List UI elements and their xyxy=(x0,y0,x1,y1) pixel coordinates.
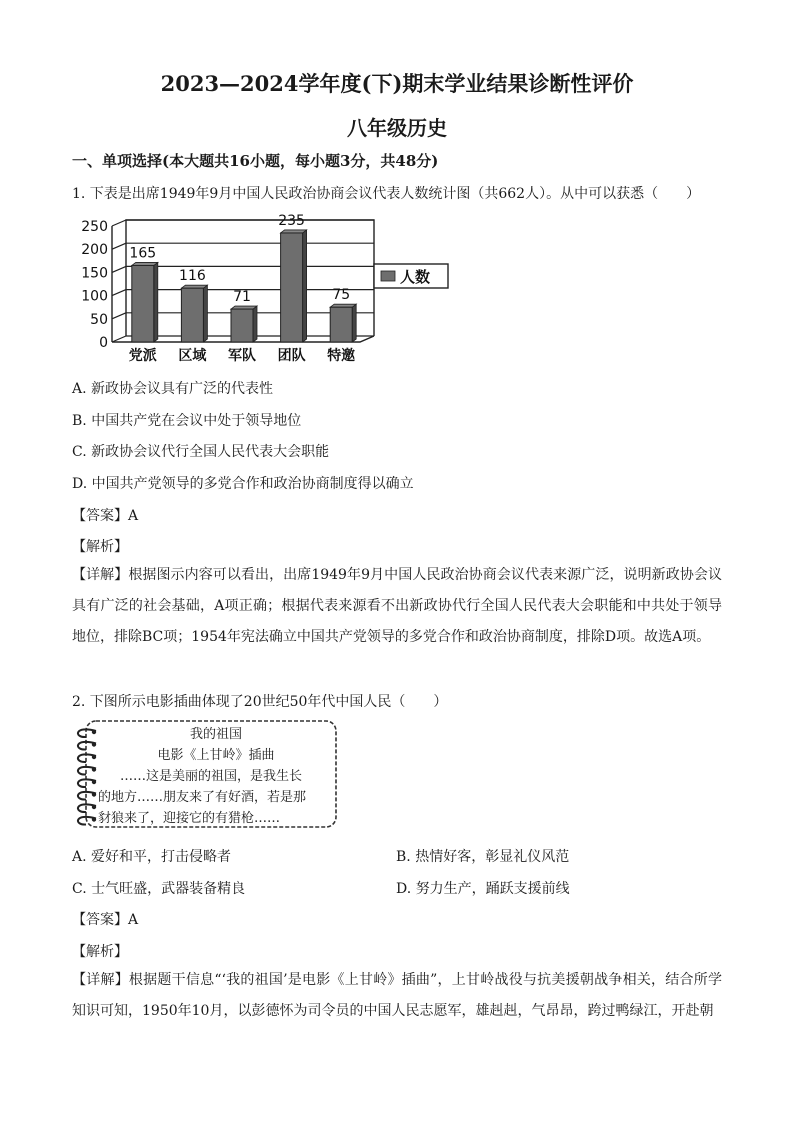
chart-categories xyxy=(129,347,355,364)
binding-hole xyxy=(92,730,96,734)
song-title: 我的祖国 xyxy=(189,727,242,742)
grid-side-line xyxy=(112,266,126,272)
spiral-binding-icon xyxy=(78,729,96,824)
category-label: 党派 xyxy=(128,348,157,364)
chart-data-labels xyxy=(129,213,350,305)
delegate-bar-chart xyxy=(72,212,462,372)
binding-hole xyxy=(92,767,96,771)
y-tick-label: 0 xyxy=(99,335,108,351)
y-tick-label: 200 xyxy=(81,242,108,259)
grid-side-line xyxy=(112,313,126,319)
legend-swatch xyxy=(381,271,395,281)
chart-legend xyxy=(374,264,448,288)
q2-option-c: C. 士气旺盛，武器装备精良 xyxy=(72,881,246,897)
binding-hole xyxy=(92,780,96,784)
data-label: 116 xyxy=(179,268,206,285)
grid-side-line xyxy=(112,336,126,342)
category-label: 区域 xyxy=(178,348,207,364)
data-label: 71 xyxy=(233,289,251,306)
grid-side-line xyxy=(112,243,126,249)
song-source: 电影《上甘岭》插曲 xyxy=(157,748,275,763)
grid-side-line xyxy=(112,290,126,296)
bar xyxy=(132,265,154,342)
y-tick-label: 100 xyxy=(81,288,108,305)
lyrics-line-1: ……这是美丽的祖国，是我生长 xyxy=(120,769,303,784)
bar-side xyxy=(352,304,356,342)
y-tick-label: 150 xyxy=(81,265,108,282)
q2-stem: 2. 下图所示电影插曲体现了20世纪50年代中国人民（ ） xyxy=(72,694,448,710)
q2-analysis-label: 【解析】 xyxy=(72,944,128,960)
legend-label: 人数 xyxy=(400,268,431,286)
y-tick-label: 250 xyxy=(81,219,108,235)
bar xyxy=(181,288,203,342)
q2-answer: 【答案】A xyxy=(72,912,139,928)
chart-y-ticks xyxy=(81,219,108,351)
data-label: 75 xyxy=(332,287,351,304)
song-lyrics xyxy=(98,724,334,829)
bar-side xyxy=(303,230,307,342)
exam-title: 2023—2024学年度(下)期末学业结果诊断性评价 xyxy=(160,71,634,96)
q1-answer: 【答案】A xyxy=(72,508,139,524)
bar xyxy=(330,307,352,342)
binding-hole xyxy=(92,817,96,821)
q1-option-c: C. 新政协会议代行全国人民代表大会职能 xyxy=(72,444,330,460)
q2-detail: 【详解】根据题干信息“‘我的祖国’是电影《上甘岭》插曲”，上甘岭战役与抗美援朝战争相关，结合所学知识可知，1950年10月，以彭德怀为司令员的中国人民志愿军，雄赳赳，气昂昂，跨过鸭绿江，开赴朝 xyxy=(72,972,722,1019)
category-label: 团队 xyxy=(277,348,306,364)
q2-option-d: D. 努力生产，踊跃支援前线 xyxy=(396,881,570,897)
data-label: 235 xyxy=(278,212,305,229)
category-label: 特邀 xyxy=(327,348,356,364)
binding-hole xyxy=(92,742,96,746)
binding-hole xyxy=(92,805,96,809)
q2-option-b: B. 热情好客，彰显礼仪风范 xyxy=(396,849,570,865)
q2-option-a: A. 爱好和平，打击侵略者 xyxy=(72,849,232,865)
q1-stem: 1. 下表是出席1949年9月中国人民政治协商会议代表人数统计图（共662人）。从中可以获悉（ ） xyxy=(72,186,701,202)
bar xyxy=(231,309,253,342)
q1-analysis-label: 【解析】 xyxy=(72,539,128,555)
q1-detail: 【详解】根据图示内容可以看出，出席1949年9月中国人民政治协商会议代表来源广泛，说明新政协会议具有广泛的社会基础，A项正确；根据代表来源看不出新政协代行全国人民代表大会职能和中共处于领导地位，排除BC项；1954年宪法确立中国共产党领导的多党合作和政治协商制度，排除D项。故选A项。 xyxy=(72,567,722,645)
q1-option-b: B. 中国共产党在会议中处于领导地位 xyxy=(72,413,302,429)
exam-subtitle: 八年级历史 xyxy=(347,116,447,140)
binding-hole xyxy=(92,792,96,796)
q1-option-a: A. 新政协会议具有广泛的代表性 xyxy=(72,381,274,397)
q1-option-d: D. 中国共产党领导的多党合作和政治协商制度得以确立 xyxy=(72,476,414,492)
chart-bars xyxy=(132,230,356,342)
grid-side-line xyxy=(112,220,126,226)
y-tick-label: 50 xyxy=(90,311,108,328)
section-heading: 一、单项选择(本大题共16小题，每小题3分，共48分) xyxy=(72,152,439,170)
bar-side xyxy=(203,285,207,342)
lyrics-line-2: 的地方……朋友来了有好酒，若是那 xyxy=(98,790,307,805)
lyrics-line-3: 豺狼来了，迎接它的有猎枪…… xyxy=(98,811,281,826)
bar xyxy=(281,233,303,342)
category-label: 军队 xyxy=(228,348,256,364)
bar-side xyxy=(154,262,158,342)
data-label: 165 xyxy=(129,245,157,262)
binding-hole xyxy=(92,755,96,759)
bar-side xyxy=(253,306,257,342)
